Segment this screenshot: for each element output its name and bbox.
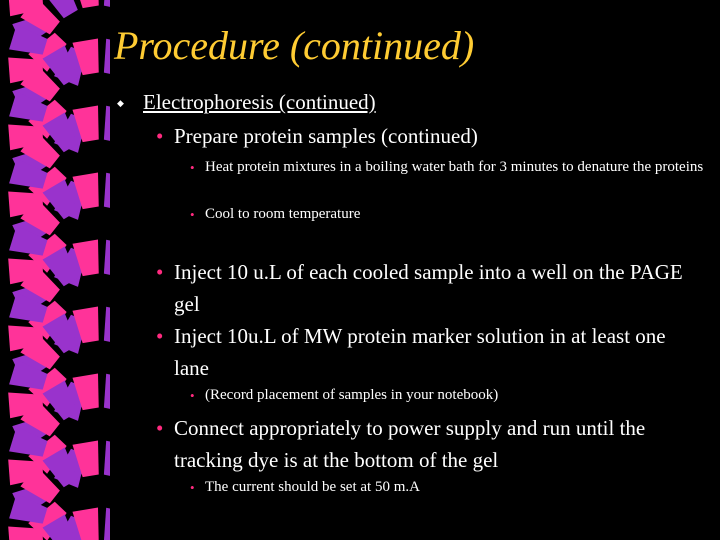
level1-heading: Electrophoresis (continued) bbox=[143, 90, 376, 114]
bullet-item bbox=[156, 320, 716, 384]
bullet-text: Inject 10 u.L of each cooled sample into a well on the PAGE gel bbox=[174, 260, 683, 316]
bullet-text: Prepare protein samples (continued) bbox=[174, 124, 478, 148]
decorative-segment bbox=[104, 173, 110, 210]
bullet-icon: • bbox=[190, 388, 195, 403]
bullet-icon: • bbox=[156, 124, 164, 148]
decorative-segment bbox=[104, 508, 110, 540]
decorative-segment bbox=[104, 106, 110, 143]
bullet-item bbox=[190, 477, 710, 498]
bullet-icon: • bbox=[156, 416, 164, 440]
bullet-icon: • bbox=[156, 324, 164, 348]
bullet-icon: • bbox=[156, 260, 164, 284]
bullet-item bbox=[156, 256, 716, 320]
decorative-border-graphic bbox=[0, 0, 110, 540]
decorative-segment bbox=[104, 307, 110, 344]
diamond-bullet-icon: ◆ bbox=[117, 98, 124, 108]
bullet-icon: • bbox=[190, 480, 195, 495]
decorative-segment bbox=[104, 374, 110, 411]
bullet-text: (Record placement of samples in your notebook) bbox=[205, 387, 499, 403]
bullet-icon: • bbox=[190, 207, 195, 222]
decorative-segment bbox=[104, 240, 110, 277]
bullet-icon: • bbox=[190, 160, 195, 175]
bullet-item bbox=[190, 385, 710, 406]
bullet-item bbox=[156, 412, 718, 476]
bullet-text: Connect appropriately to power supply and run until the tracking dye is at the bottom of the gel bbox=[174, 416, 646, 472]
bullet-item bbox=[190, 204, 710, 225]
bullet-text: Heat protein mixtures in a boiling water bath for 3 minutes to denature the proteins bbox=[205, 159, 704, 175]
bullet-text: The current should be set at 50 m.A bbox=[205, 479, 420, 495]
slide-title: Procedure (continued) bbox=[114, 23, 475, 68]
decorative-segment bbox=[104, 39, 110, 76]
decorative-segment bbox=[104, 441, 110, 478]
decorative-segment bbox=[104, 0, 110, 9]
bullet-item bbox=[156, 120, 716, 152]
bullet-text: Cool to room temperature bbox=[205, 206, 361, 222]
bullet-item bbox=[190, 157, 720, 199]
bullet-text: Inject 10u.L of MW protein marker solution in at least one lane bbox=[174, 324, 666, 380]
